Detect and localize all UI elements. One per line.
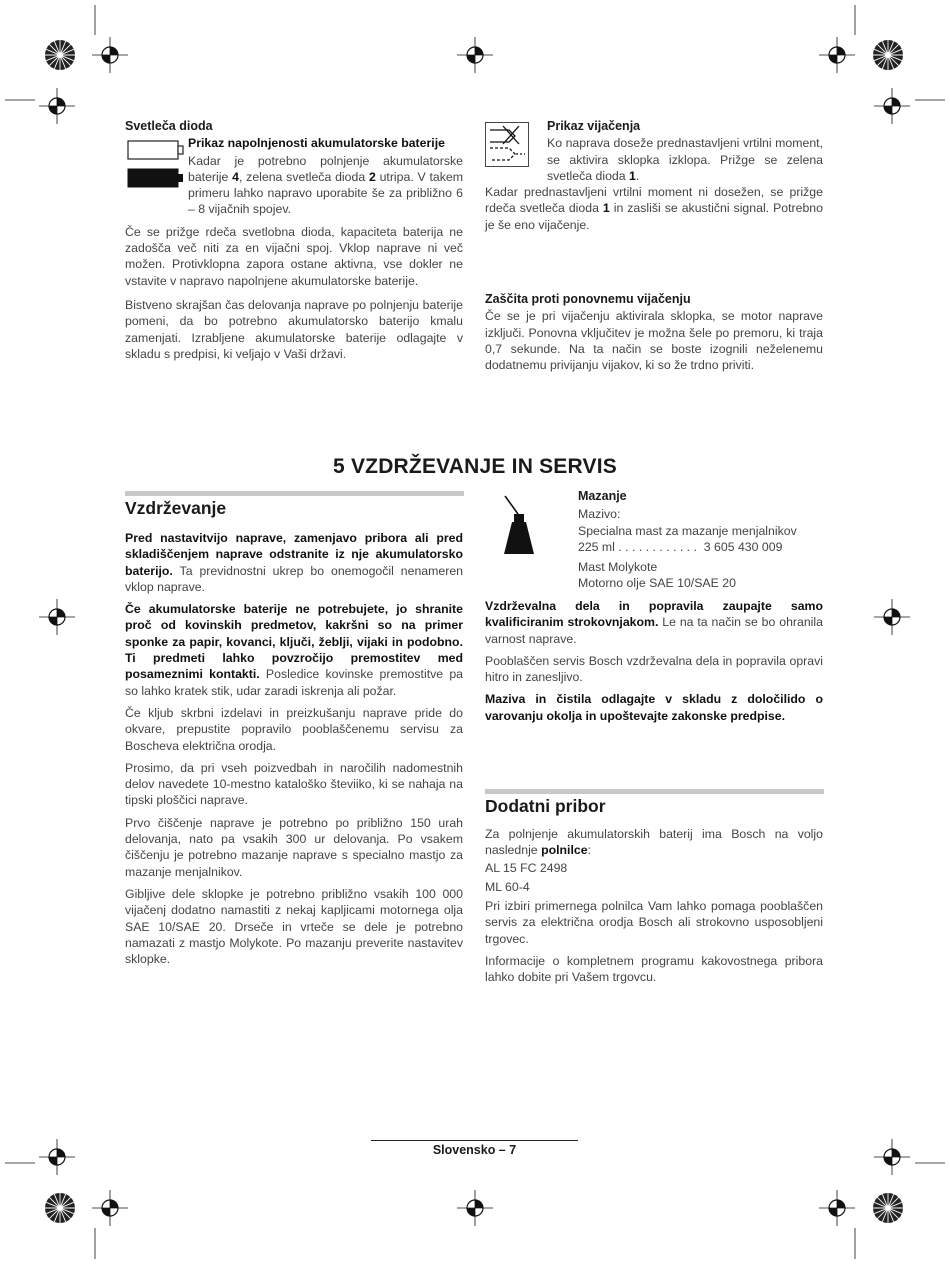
accessories-p2: Pri izbiri primernega polnilca Vam lahko pomaga pooblaščen servis za električna orodja Bosch ali strokovno usposobljeni trgovec.	[485, 899, 823, 946]
rescrew-protection-text: Če se je pri vijačenju aktivirala sklopka, se motor naprave izključi. Ponovna vključitev je možna šele po premoru, ki traja 0,7 sekunde. Na ta način se boste izognili neželenemu dodatnemu privijanju vijakov, ki so že trdno priviti.	[485, 309, 823, 373]
chapter-title: 5 VZDRŽEVANJE IN SERVIS	[333, 455, 617, 478]
torque-not-reached-paragraph: Kadar prednastavljeni vrtilni moment ni dosežen, se prižge rdeča svetleča dioda 1 in zasliši se akustični signal. Potrebno je še eno vijačenje.	[485, 185, 823, 232]
screwing-indicator-heading: Prikaz vijačenja	[547, 119, 641, 133]
accessories-p3: Informacije o kompletnem programu kakovostnega pribora lahko dobite pri Vašem trgovcu.	[485, 954, 823, 985]
battery-indicator-text: Kadar je potrebno polnjenje akumulatorske baterije 4, zelena svetleča dioda 2 utripa. V takem primeru lahko napravo uporabite še za približno 6 – 8 vijačnih spojev.	[188, 153, 464, 217]
charger-ml60: ML 60-4	[485, 879, 530, 894]
accessories-column	[485, 791, 823, 992]
maintenance-p4: Prosimo, da pri vseh poizvedbah in naročilih nadomestnih delov navedete 10-mestno kataloško števiiko, ki se nahaja na tipski ploščici naprave.	[125, 760, 463, 808]
charger-al15fc: AL 15 FC 2498	[485, 860, 568, 875]
left-top-column	[125, 118, 463, 368]
maintenance-p5: Prvo čiščenje naprave je potrebno po približno 150 urah delovanja, nato pa vsakih 300 ur delovanja. Po vsakem čiščenju je potrebno mazanje naprave s specialno mastjo za mazanje menjalnikov.	[125, 815, 463, 879]
lubricant-label: Mazivo:	[578, 507, 621, 522]
lubricant-gear-grease: Specialna mast za mazanje menjalnikov	[578, 523, 797, 538]
lubrication-heading: Mazanje	[578, 489, 627, 503]
footer-rule	[371, 1140, 578, 1141]
color-bar-star-mark	[45, 40, 75, 70]
maintenance-heading: Vzdrževanje	[125, 498, 227, 518]
lubricant-motor-oil: Motorno olje SAE 10/SAE 20	[578, 576, 736, 591]
rescrew-protection-heading: Zaščita proti ponovnemu vijačenju	[485, 292, 691, 307]
right-main-column	[485, 488, 823, 730]
service-p1: Vzdrževalna dela in popravila zaupajte samo kvalificiranim strokovnjakom. Le na ta način se bo ohranila varnost naprave.	[485, 599, 823, 646]
left-main-column	[125, 493, 463, 973]
screwing-indicator-icon	[485, 122, 529, 168]
red-led-paragraph: Če se prižge rdeča svetlobna dioda, kapaciteta baterija ne zadošča več niti za en vijačni spoj. Vklop naprave ni več možen. Protivklopna zapora ostane aktivna, vse dokler ne vstavite v napravo napolnjene akumulatorske baterije.	[125, 224, 463, 288]
maintenance-p1: Pred nastavitvijo naprave, zamenjavo pribora ali pred skladiščenjem naprave odstranite iz nje akumulatorsko baterijo. Ta previdnostni ukrep bo onemogočil nenameren vklop naprave.	[125, 531, 463, 594]
led-heading: Svetleča dioda	[125, 119, 213, 133]
battery-lifetime-paragraph: Bistveno skrajšan čas delovanja naprave po polnjenju baterije pomeni, da bo potrebno akumulatorsko baterijo kmalu zamenjati. Izrabljene akumulatorske baterije odlagajte v skladu s predpisi, ki veljajo v Vaši državi.	[125, 297, 463, 361]
maintenance-p6: Gibljive dele sklopke je potrebno približno vsakih 100 000 vijačenj dodatno namastiti z nekaj kapljicami motornega olja SAE 10/SAE 20. Drseče in vrteče se dele je potrebno namazati z mastjo Molykote. Po mazanju preverite nastavitev sklopke.	[125, 886, 463, 967]
maintenance-p3: Če kljub skrbni izdelavi in preizkušanju naprave pride do okvare, prepustite popravilo pooblaščenemu servisu za Boscheva električna orodja.	[125, 705, 463, 753]
service-p2: Pooblaščen servis Bosch vzdrževalna dela in popravila opravi hitro in zanesljivo.	[485, 653, 823, 685]
service-p3: Maziva in čistila odlagajte v skladu z določilido o varovanju okolja in upoštevajte zakonske predpise.	[485, 692, 823, 723]
screwing-indicator-text: Ko naprava doseže prednastavljeni vrtilni moment, se aktivira sklopka izklopa. Prižge se zelena svetleča dioda 1.	[547, 136, 823, 183]
maintenance-p2: Če akumulatorske baterije ne potrebujete, jo shranite proč od kovinskih predmetov, kakršni so na primer sponke za papir, kovanci, ključi, žeblji, vijaki in podobno. Ti predmeti lahko povzročijo premostitev med posameznimi kontakti. Posledice kovinske premostitve pa so lahko kratek stik, udar zaradi iskrenja ali požar.	[125, 602, 464, 698]
battery-indicator-subheading: Prikaz napolnjenosti akumulatorske baterije	[188, 136, 445, 151]
oil-can-icon	[497, 494, 541, 556]
center-registration-mark	[457, 37, 493, 73]
lubricant-quantity-row: 225 ml . . . . . . . . . . . . 3 605 430 009	[578, 539, 783, 554]
lubricant-molykote: Mast Molykote	[578, 560, 658, 575]
page-footer: Slovensko – 7	[432, 1143, 517, 1157]
right-top-column	[485, 118, 823, 380]
accessories-heading: Dodatni pribor	[485, 796, 606, 816]
accessories-p1: Za polnjenje akumulatorskih baterij ima Bosch na voljo naslednje polnilce:	[485, 827, 823, 858]
battery-level-icon	[127, 139, 185, 191]
